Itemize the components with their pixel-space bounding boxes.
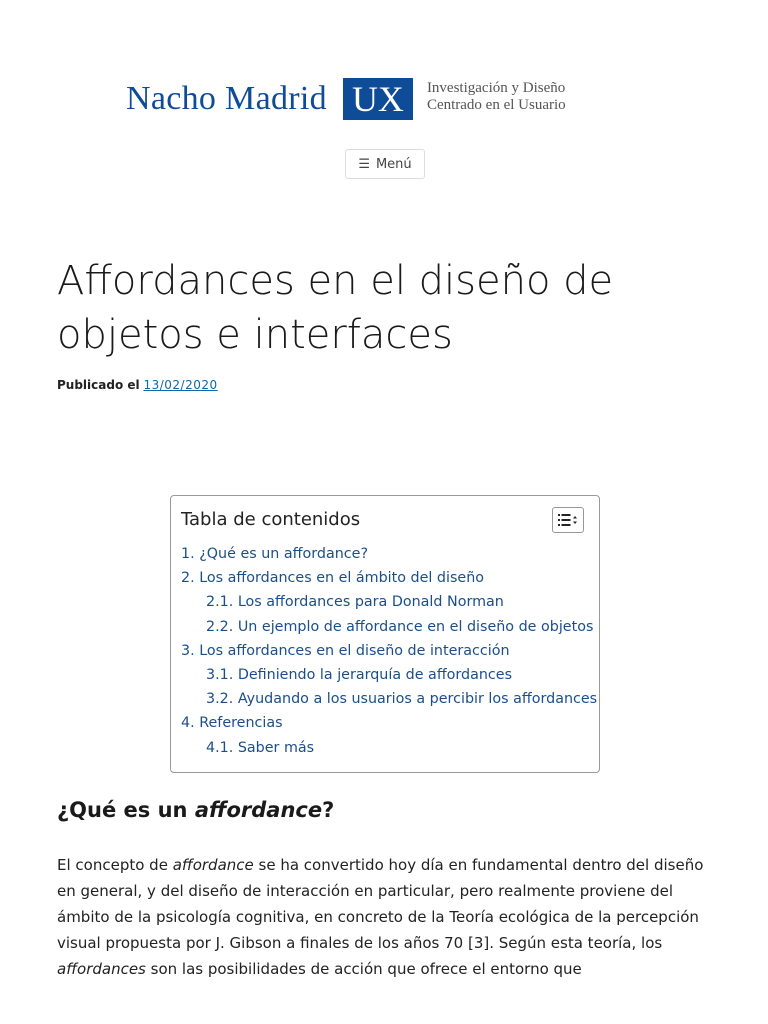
heading-text: ¿Qué es un bbox=[57, 798, 195, 822]
toc-item-number: 3. bbox=[181, 642, 195, 659]
logo-tagline bbox=[427, 80, 566, 114]
toc-item-label: Un ejemplo de affordance en el diseño de objetos bbox=[237, 618, 594, 635]
list-toggle-icon bbox=[558, 514, 578, 526]
toc-item-label: Los affordances para Donald Norman bbox=[237, 594, 504, 611]
toc-item-label: Los affordances en el diseño de interacción bbox=[199, 642, 510, 659]
logo-ux-badge: UX bbox=[343, 78, 413, 120]
hamburger-icon: ☰ bbox=[358, 156, 370, 172]
toc-list bbox=[181, 542, 598, 760]
heading-emphasis: affordance bbox=[194, 798, 323, 822]
section-heading bbox=[57, 798, 334, 822]
toc-item-number: 4. bbox=[181, 715, 195, 732]
toc-item[interactable] bbox=[181, 711, 589, 735]
toc-subitem[interactable] bbox=[181, 590, 589, 614]
published-label: Publicado el bbox=[57, 378, 140, 392]
menu-button[interactable] bbox=[345, 149, 425, 179]
paragraph-text: El concepto de bbox=[57, 856, 173, 874]
toc-item-number: 2.1. bbox=[206, 594, 234, 611]
intro-paragraph bbox=[57, 852, 717, 982]
page-title: Affordances en el diseño de objetos e interfaces bbox=[57, 258, 614, 358]
paragraph-text: son las posibilidades de acción que ofrece el entorno que bbox=[145, 960, 582, 978]
toc-title: Tabla de contenidos bbox=[181, 509, 361, 530]
toc-item-number: 3.2. bbox=[206, 691, 234, 708]
menu-label: Menú bbox=[375, 156, 412, 172]
toc-item[interactable] bbox=[181, 542, 589, 566]
toc-item-number: 4.1. bbox=[206, 739, 234, 756]
toc-item-number: 2. bbox=[181, 570, 195, 587]
post-meta bbox=[57, 378, 218, 392]
toc-subitem[interactable] bbox=[181, 736, 589, 760]
toc-item-label: Los affordances en el ámbito del diseño bbox=[199, 570, 485, 587]
paragraph-emphasis: affordance bbox=[172, 856, 254, 874]
toc-item-label: Saber más bbox=[237, 739, 315, 756]
toc-item[interactable] bbox=[181, 566, 589, 590]
toc-item-label: Referencias bbox=[199, 715, 283, 732]
toc-item[interactable] bbox=[181, 639, 589, 663]
tagline-line-1: Investigación y Diseño bbox=[426, 80, 566, 96]
toc-item-number: 2.2. bbox=[206, 618, 234, 635]
published-date-link[interactable]: 13/02/2020 bbox=[143, 378, 218, 392]
toc-item-label: Definiendo la jerarquía de affordances bbox=[237, 667, 513, 684]
paragraph-emphasis: affordances bbox=[57, 960, 146, 978]
toc-subitem[interactable] bbox=[181, 687, 598, 711]
toc-item-label: ¿Qué es un affordance? bbox=[199, 546, 369, 562]
logo-name: Nacho Madrid bbox=[126, 80, 327, 117]
toc-subitem[interactable] bbox=[181, 615, 594, 639]
toc-item-label: Ayudando a los usuarios a percibir los affordances bbox=[237, 691, 598, 708]
toc-toggle-button[interactable] bbox=[552, 507, 584, 533]
tagline-line-2: Centrado en el Usuario bbox=[426, 97, 566, 113]
toc-item-number: 3.1. bbox=[206, 667, 234, 684]
site-header bbox=[0, 0, 768, 230]
paragraph-text: se ha convertido hoy día en fundamental dentro del diseño en general, y del diseño de interacción en particular, pero realmente proviene del ámbito de la psicología cognitiva, en concreto de la Teoría ecológica de la percepción visual propuesta por J. Gibson a finales de los años 70 [3]. Según esta teoría, los bbox=[57, 856, 704, 952]
toc-item-number: 1. bbox=[181, 546, 195, 562]
heading-text-end: ? bbox=[322, 798, 335, 822]
site-logo[interactable] bbox=[126, 78, 566, 120]
toc-subitem[interactable] bbox=[181, 663, 589, 687]
table-of-contents bbox=[170, 495, 600, 773]
